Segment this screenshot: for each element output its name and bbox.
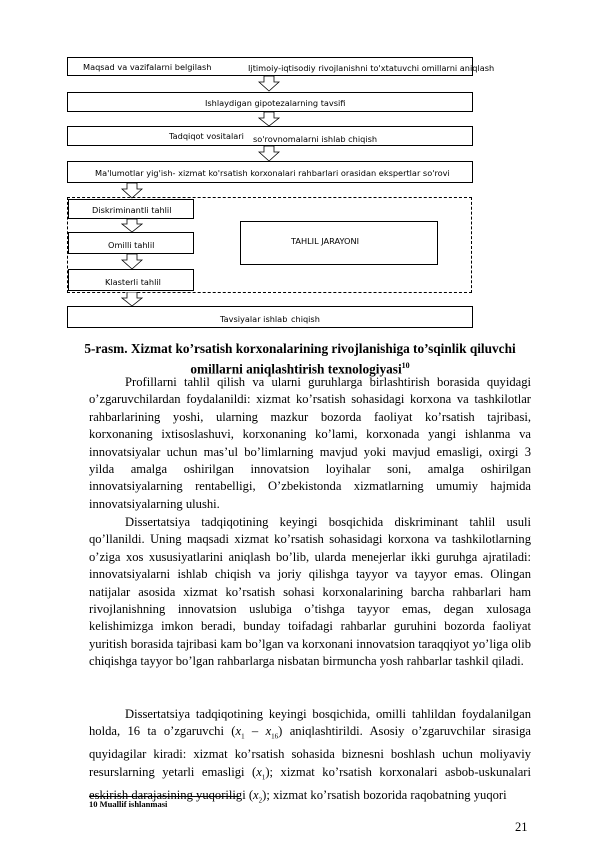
- paragraph-2: [89, 514, 531, 671]
- discriminant-analysis-box: [68, 199, 194, 219]
- var-x16-sub: 16: [271, 732, 279, 741]
- tools-box: [67, 126, 473, 146]
- p3-text-d: ); xizmat ko’rsatish bozorida raqobatning yuqori: [262, 787, 507, 802]
- caption-footnote-ref: 10: [401, 361, 410, 370]
- page-number: 21: [515, 820, 528, 834]
- factor-analysis-label: Omilli tahlil: [108, 240, 155, 250]
- cluster-analysis-box: [68, 269, 194, 291]
- var-x1b: x: [256, 764, 262, 779]
- arrow-down-icon: [258, 112, 280, 127]
- arrow-down-icon: [121, 254, 143, 270]
- goal-box-label: Maqsad va vazifalarni belgilash: [83, 62, 212, 72]
- p3-text-a: Dissertatsiya tadqiqotining keyingi bosqichida, omilli tahlildan foydalanilgan holda, 16 ta o’zgaruvchi (: [89, 707, 531, 739]
- footnote-separator: [89, 796, 239, 797]
- arrow-down-icon: [121, 292, 143, 307]
- arrow-down-icon: [258, 76, 280, 92]
- footnote: 10 Muallif ishlanmasi: [89, 799, 168, 809]
- recommendations-label: Tavsiyalar ishlab: [220, 314, 288, 324]
- flow-diagram: [0, 0, 595, 335]
- hypothesis-box-label: Ishlaydigan gipotezalarning tavsifi: [205, 98, 346, 108]
- recommendations-box: [67, 306, 473, 328]
- data-collection-box-label: Ma'lumotlar yig'ish- xizmat ko'rsatish korxonalari rahbarlari orasidan ekspertlar so'rovi: [95, 168, 450, 178]
- figure-caption: [40, 340, 560, 377]
- var-x1b-sub: 1: [261, 773, 266, 782]
- caption-line-2: omillarni aniqlashtirish texnologiyasi: [190, 361, 402, 377]
- paragraph-1: [89, 374, 531, 513]
- arrow-down-icon: [121, 219, 143, 233]
- var-x1: x: [235, 724, 242, 739]
- tools-box-label-2: so'rovnomalarni ishlab chiqish: [253, 134, 378, 144]
- data-collection-box: [67, 161, 473, 183]
- discriminant-analysis-label: Diskriminantli tahlil: [92, 205, 172, 215]
- var-x2-sub: 2: [258, 796, 263, 805]
- p3-text-c: ); xizmat ko’rsatish korxonalari asbob-uskunalari eskirish darajasining yuqoriligi (: [89, 764, 532, 802]
- cluster-analysis-label: Klasterli tahlil: [105, 277, 161, 287]
- tools-box-label: Tadqiqot vositalari: [169, 131, 244, 141]
- analysis-process-box: [240, 221, 438, 265]
- paragraph-1-text: Profillarni tahlil qilish va ularni guruhlarga birlashtirish borasida quyidagi o’zgaruvchilardan foydalanildi: xizmat ko’rsatish sohasidagi korxona va tashkilotlar rahbarlarining yoshi, ularning mazkur bozorda faoliyat ko’rsatish tajribasi, korxonaning ixtisoslashuvi, korxonaning ko’lami, korxonada yangi ishlanma va innovatsiyalar uchun mas’ul bo’limlarning mavjud yoki mavjud emasligi, oxirgi 3 yilda amalga oshirilgan innovatsion loyihalar soni, amalga oshirilgan innovatsiyalarning rentabelligi, O’zbekistonda xizmatlarning umumiy hajmida innovatsiyalarning ulushi.: [89, 375, 531, 511]
- factor-analysis-box: [68, 232, 194, 254]
- paragraph-3: [89, 706, 531, 810]
- p3-dash: –: [244, 724, 266, 739]
- var-x16: x: [265, 724, 272, 739]
- analysis-process-label: TAHLIL JARAYONI: [291, 236, 359, 246]
- p3-text-b: ) aniqlashtirildi. Asosiy o’zgaruvchilar sirasiga quyidagilar kiradi: xizmat ko’rsatish sohasida biznesni boshlash uchun moliyaviy resurslarning yetarli emasligi (: [89, 724, 532, 779]
- paragraph-3-text: [89, 706, 531, 810]
- hypothesis-box: [67, 92, 473, 112]
- var-x2: x: [253, 787, 259, 802]
- goal-box: [67, 57, 495, 76]
- arrow-down-icon: [258, 146, 280, 162]
- caption-line-1: 5-rasm. Xizmat ko’rsatish korxonalarining rivojlanishiga to’sqinlik qiluvchi: [84, 341, 516, 356]
- goal-box-label-2: Ijtimoiy-iqtisodiy rivojlanishni to'xtatuvchi omillarni aniqlash: [248, 63, 495, 73]
- recommendations-label-2: chiqish: [291, 314, 320, 324]
- paragraph-2-text: Dissertatsiya tadqiqotining keyingi bosqichida diskriminant tahlil usuli qo’llanildi. Uning maqsadi xizmat ko’rsatish sohasidagi korxona va tashkilotlarning o’ziga xos xususiyatlarini aniqlash bo’lib, ularda menejerlar ikki guruhga ajratiladi: innovatsiyalarni ishlab chiqish va joriy qilishga tayyor va tayyor emas. Olingan natijalar asosida xizmat ko’rsatish sohasi korxonalarining barcha rahbarlari ham rivojlanishning innovatsion uslubiga o’tishga tayyor emas, degan xulosaga kelishimizga imkon beradi, bunday toifadagi rahbarlar guruhini bozorda faoliyat yuritish borasida tajribasi kam bo’lgan va korxonani innovatsion taraqqiyot yo’liga olib chiqishga tayyor bo’lgan rahbarlarga nisbatan birmuncha yosh rahbarlar tashkil qiladi.: [89, 515, 531, 669]
- var-x1-sub: 1: [241, 732, 245, 741]
